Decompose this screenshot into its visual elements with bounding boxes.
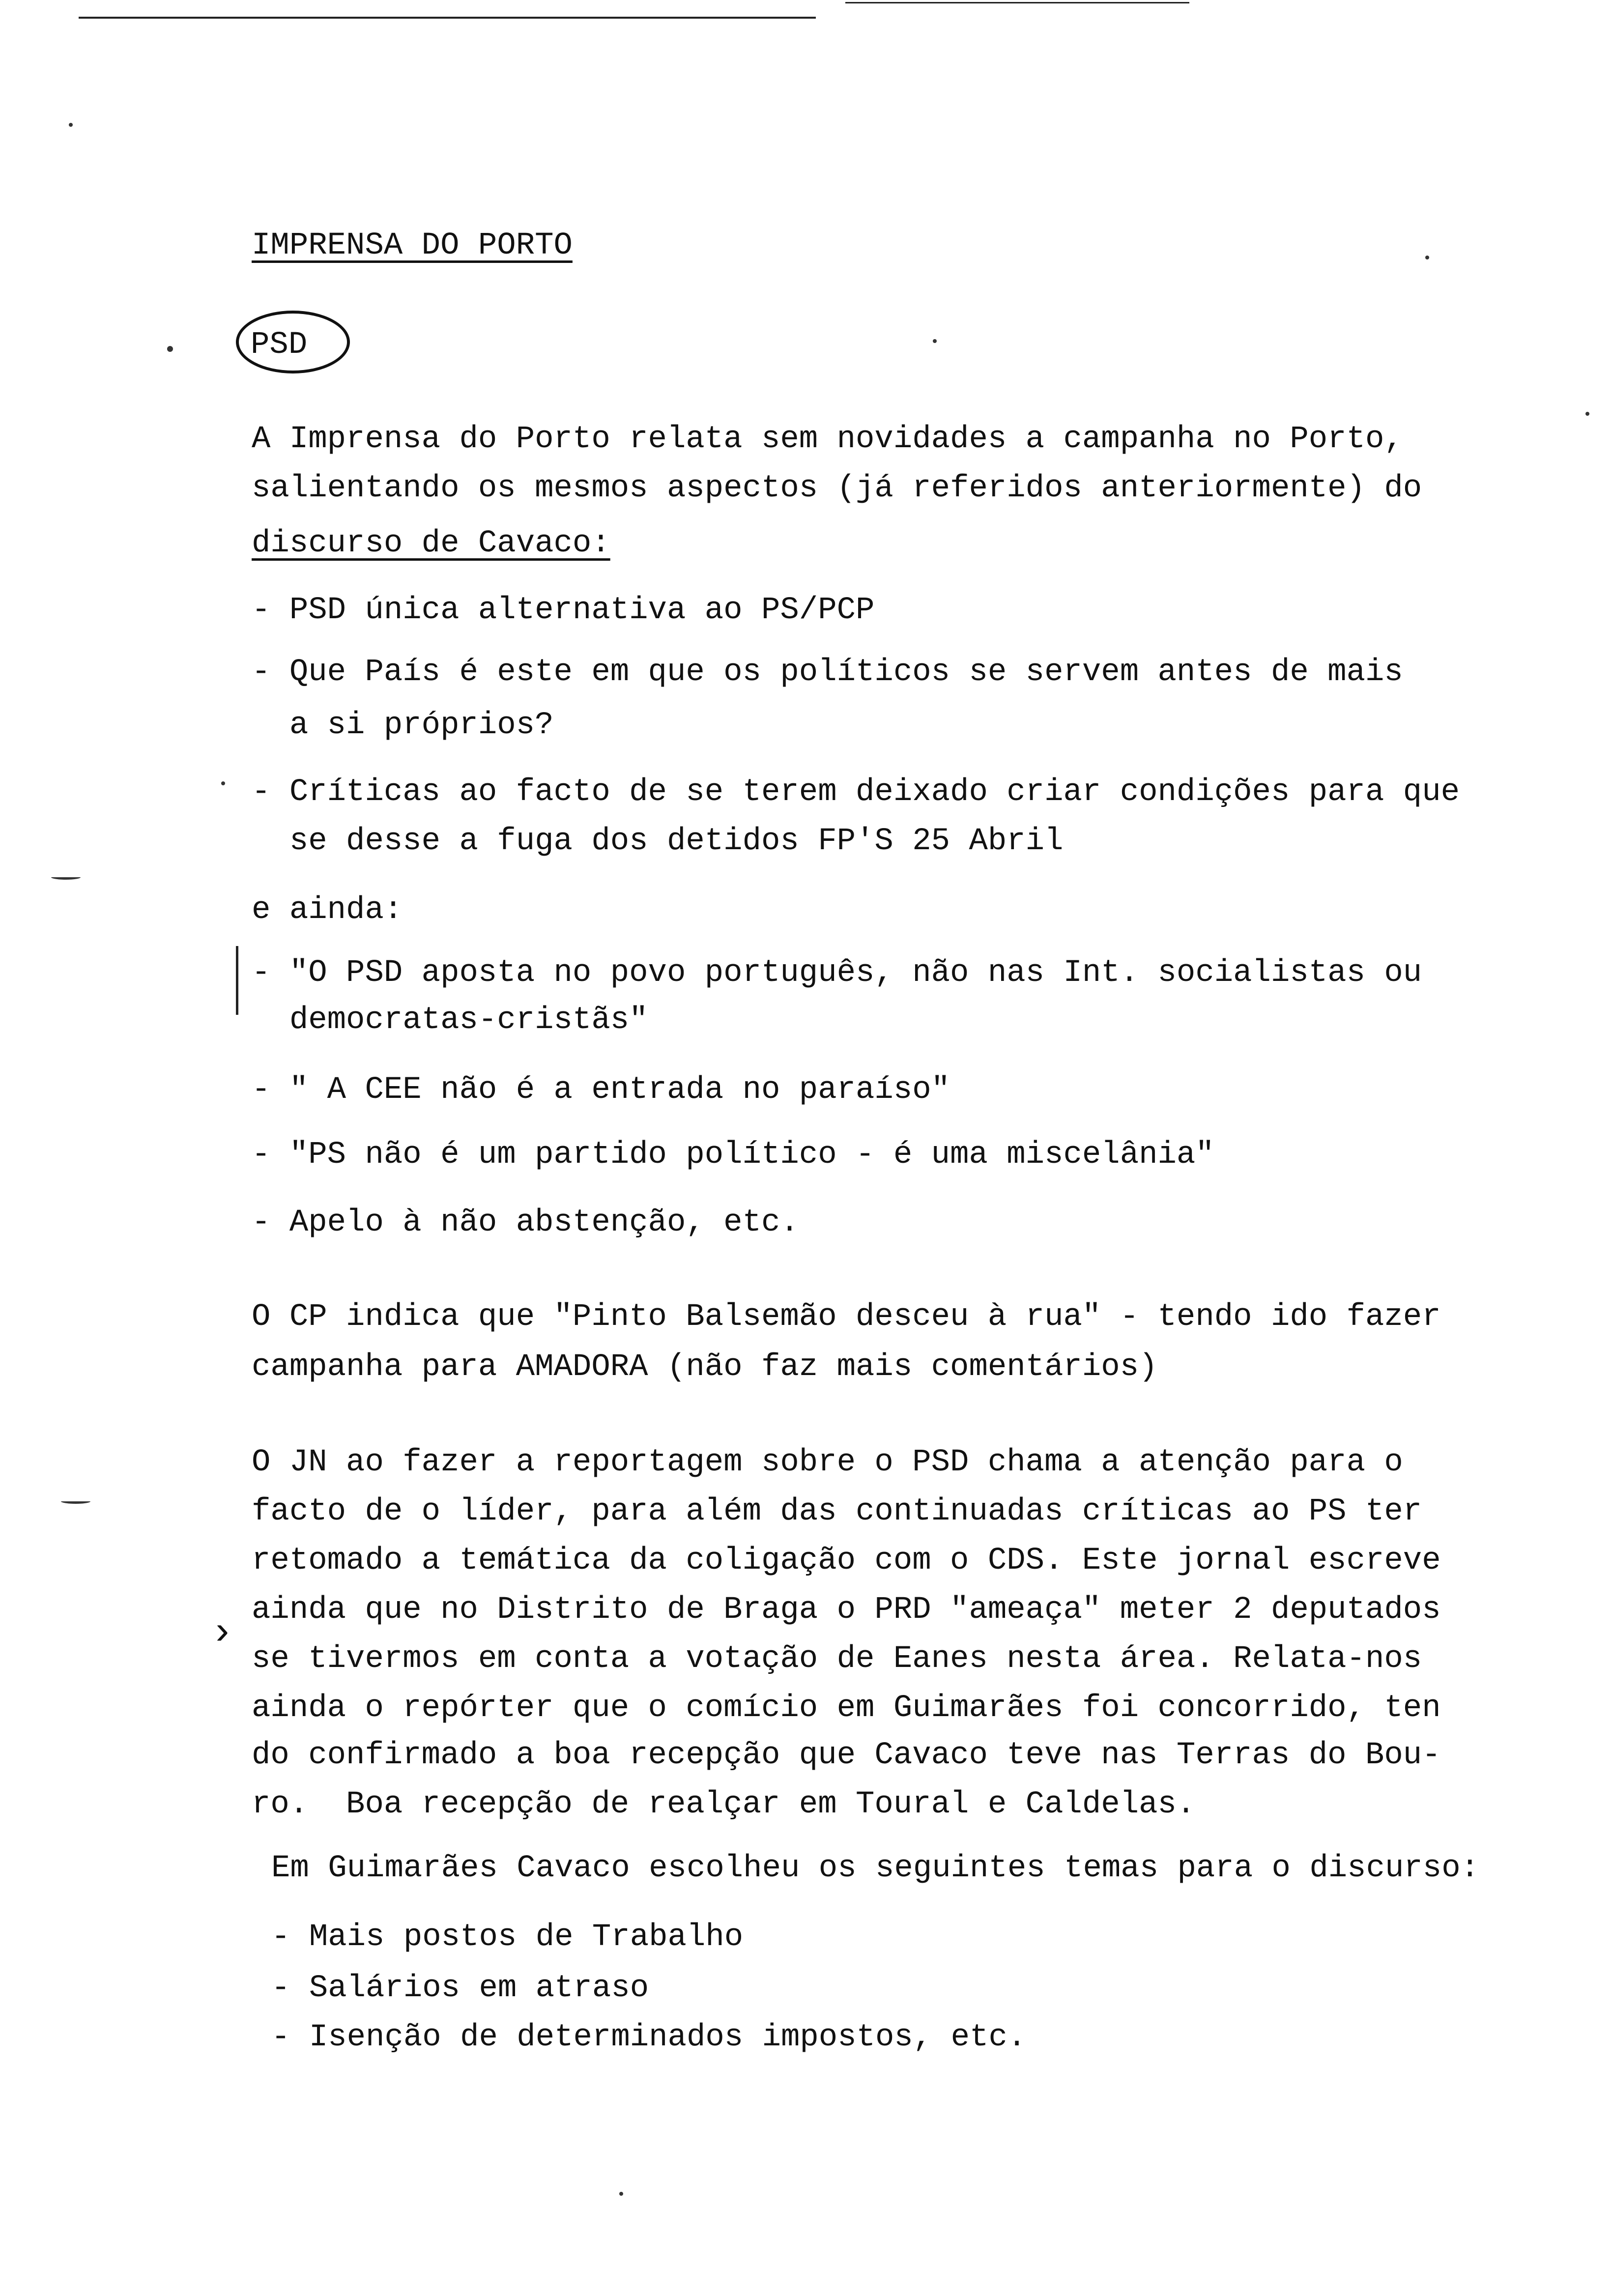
scan-speck [1425,256,1429,259]
quote-psd-aposta: - "O PSD aposta no povo português, não nas Int. socialistas ou [252,955,1422,991]
theme-isencao: - Isenção de determinados impostos, etc. [271,2020,1027,2055]
jn-paragraph-line-2: facto de o líder, para além das continuadas críticas ao PS ter [252,1494,1422,1529]
intro-line-1: A Imprensa do Porto relata sem novidades a campanha no Porto, [252,422,1403,457]
cp-paragraph-line-1: O CP indica que "Pinto Balsemão desceu à rua" - tendo ido fazer [252,1299,1441,1335]
top-rule-right [845,2,1189,3]
theme-postos-trabalho: - Mais postos de Trabalho [271,1920,744,1955]
scan-speck [167,346,173,352]
scan-mark [51,875,81,880]
scan-speck [933,339,937,343]
jn-paragraph-line-3: retomado a temática da coligação com o CDS. Este jornal escreve [252,1543,1441,1578]
top-rule-left [79,17,816,19]
theme-salarios: - Salários em atraso [271,1971,649,2006]
quote-ps: - "PS não é um partido político - é uma miscelânia" [252,1137,1214,1173]
scan-speck [69,123,73,127]
point-criticas: - Críticas ao facto de se terem deixado criar condições para que [252,775,1460,810]
point-criticas-cont: se desse a fuga dos detidos FP'S 25 Abril [252,824,1064,859]
scan-mark [61,1499,90,1504]
jn-paragraph-line-1: O JN ao fazer a reportagem sobre o PSD chama a atenção para o [252,1445,1403,1480]
cp-paragraph-line-2: campanha para AMADORA (não faz mais comentários) [252,1349,1158,1385]
scan-speck [619,2192,623,2196]
and-still: e ainda: [252,892,403,928]
point-que-pais-cont: a si próprios? [252,708,554,743]
quote-psd-aposta-cont: democratas-cristãs" [252,1003,648,1038]
document-heading: IMPRENSA DO PORTO [252,228,573,263]
jn-paragraph-line-4: ainda que no Distrito de Braga o PRD "ameaça" meter 2 deputados [252,1592,1441,1628]
point-que-pais: - Que País é este em que os políticos se servem antes de mais [252,655,1403,690]
guimaraes-intro: Em Guimarães Cavaco escolheu os seguintes temas para o discurso: [271,1851,1479,1886]
scan-speck [221,781,225,785]
jn-paragraph-line-6: ainda o repórter que o comício em Guimarães foi concorrido, ten [252,1691,1441,1726]
jn-paragraph-line-8: ro. Boa recepção de realçar em Toural e Caldelas. [252,1787,1196,1822]
margin-arrow-mark: › [210,1611,234,1656]
party-tag: PSD [251,327,308,363]
jn-paragraph-line-5: se tivermos em conta a votação de Eanes nesta área. Relata-nos [252,1641,1422,1677]
margin-bar [236,946,238,1015]
scan-speck [1585,412,1589,416]
quote-apelo: - Apelo à não abstenção, etc. [252,1205,799,1240]
intro-line-3: discurso de Cavaco: [252,526,610,561]
point-psd-alternative: - PSD única alternativa ao PS/PCP [252,593,875,628]
jn-paragraph-line-7: do confirmado a boa recepção que Cavaco teve nas Terras do Bou- [252,1738,1441,1773]
intro-line-2: salientando os mesmos aspectos (já referidos anteriormente) do [252,471,1422,506]
quote-cee: - " A CEE não é a entrada no paraíso" [252,1072,950,1108]
